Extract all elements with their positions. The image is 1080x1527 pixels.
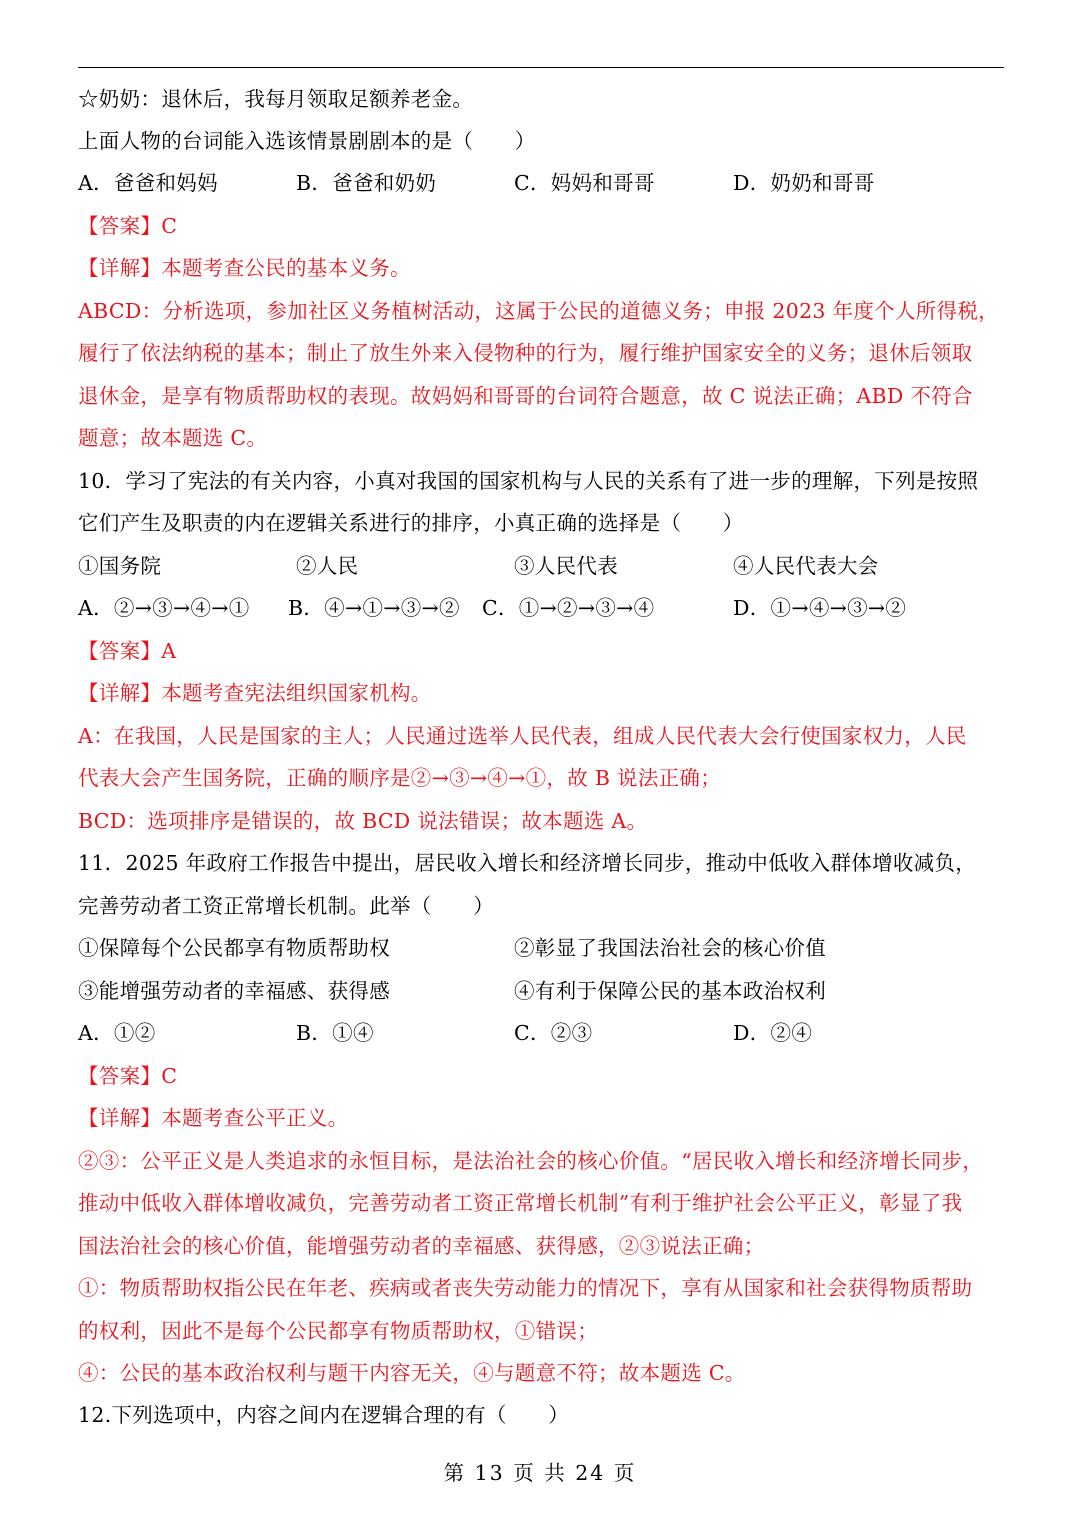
q11-answer [78, 1061, 1008, 1091]
q11-item-3: ③能增强劳动者的幸福感、获得感 [78, 979, 390, 1003]
q11-analysis-line: ①：物质帮助权指公民在年老、疾病或者丧失劳动能力的情况下，享有从国家和社会获得物质帮助 [78, 1276, 973, 1300]
q10-answer [78, 636, 1008, 666]
detail-text: 本题考查宪法组织国家机构。 [161, 681, 432, 705]
answer-value: C [161, 1064, 178, 1088]
q11-option-b: B．①④ [296, 1021, 374, 1045]
detail-tag: 【详解】 [78, 1106, 162, 1130]
q11-analysis-line: ④：公民的基本政治权利与题干内容无关，④与题意不符；故本题选 C。 [78, 1361, 746, 1385]
q10-item-2: ②人民 [296, 554, 359, 578]
q10-option-b: B．④→①→③→② [288, 596, 460, 620]
q10-analysis-line: 代表大会产生国务院，正确的顺序是②→③→④→①，故 B 说法正确； [78, 766, 722, 790]
page-footer: 第 13 页 共 24 页 [443, 1461, 637, 1485]
q10-analysis-line: BCD：选项排序是错误的，故 BCD 说法错误；故本题选 A。 [78, 809, 648, 833]
answer-tag: 【答案】 [78, 1064, 162, 1088]
q11-analysis-line: 推动中低收入群体增收减负，完善劳动者工资正常增长机制”有利于维护社会公平正义，彰显了我 [78, 1191, 963, 1215]
q9-lead-line: ☆奶奶：退休后，我每月领取足额养老金。 [78, 87, 474, 111]
q9-detail [78, 253, 1008, 283]
q9-option-d: D．奶奶和哥哥 [733, 171, 875, 195]
q10-option-c: C．①→②→③→④ [482, 596, 655, 620]
q11-option-d: D．②④ [733, 1021, 813, 1045]
detail-text: 本题考查公民的基本义务。 [161, 256, 411, 280]
answer-tag: 【答案】 [78, 639, 162, 663]
q11-detail [78, 1103, 1008, 1133]
q10-option-a: A．②→③→④→① [78, 596, 250, 620]
q9-analysis-line: 题意；故本题选 C。 [78, 426, 268, 450]
q11-item-2: ②彰显了我国法治社会的核心价值 [514, 936, 826, 960]
answer-value: C [161, 214, 178, 238]
q11-stem-line: 11．2025 年政府工作报告中提出，居民收入增长和经济增长同步，推动中低收入群体增收减负， [78, 851, 977, 875]
q9-stem: 上面人物的台词能入选该情景剧剧本的是（ ） [78, 129, 536, 153]
q11-analysis-line: 国法治社会的核心价值，能增强劳动者的幸福感、获得感，②③说法正确； [78, 1234, 765, 1258]
q10-item-4: ④人民代表大会 [733, 554, 879, 578]
q9-answer [78, 211, 1008, 241]
q11-analysis-line: 的权利，因此不是每个公民都享有物质帮助权，①错误； [78, 1319, 598, 1343]
q10-stem-line: 它们产生及职责的内在逻辑关系进行的排序，小真正确的选择是（ ） [78, 511, 744, 535]
q10-detail [78, 678, 1008, 708]
q11-stem-line: 完善劳动者工资正常增长机制。此举（ ） [78, 894, 494, 918]
q10-option-d: D．①→④→③→② [733, 596, 907, 620]
q11-analysis-line: ②③：公平正义是人类追求的永恒目标，是法治社会的核心价值。“居民收入增长和经济增长同步， [78, 1149, 984, 1173]
q9-option-a: A．爸爸和妈妈 [78, 171, 218, 195]
q9-analysis-line: ABCD：分析选项，参加社区义务植树活动，这属于公民的道德义务；申报 2023 年度个人所得税， [78, 299, 999, 323]
answer-tag: 【答案】 [78, 214, 162, 238]
q11-item-1: ①保障每个公民都享有物质帮助权 [78, 936, 390, 960]
q11-item-4: ④有利于保障公民的基本政治权利 [514, 979, 826, 1003]
q10-item-1: ①国务院 [78, 554, 162, 578]
q11-option-c: C．②③ [514, 1021, 593, 1045]
answer-value: A [161, 639, 177, 663]
q11-option-a: A．①② [78, 1021, 156, 1045]
q12-stem: 12.下列选项中，内容之间内在逻辑合理的有（ ） [78, 1403, 570, 1427]
header-rule [78, 67, 1004, 68]
detail-tag: 【详解】 [78, 681, 162, 705]
q9-analysis-line: 履行了依法纳税的基本；制止了放生外来入侵物种的行为，履行维护国家安全的义务；退休后领取 [78, 341, 973, 365]
q10-stem-line: 10．学习了宪法的有关内容，小真对我国的国家机构与人民的关系有了进一步的理解，下列是按照 [78, 469, 979, 493]
detail-tag: 【详解】 [78, 256, 162, 280]
q9-option-b: B．爸爸和奶奶 [296, 171, 437, 195]
q10-item-3: ③人民代表 [514, 554, 618, 578]
q10-analysis-line: A：在我国，人民是国家的主人；人民通过选举人民代表，组成人民代表大会行使国家权力，人民 [78, 724, 967, 748]
q9-analysis-line: 退休金，是享有物质帮助权的表现。故妈妈和哥哥的台词符合题意，故 C 说法正确；ABD 不符合 [78, 384, 973, 408]
q9-option-c: C．妈妈和哥哥 [514, 171, 655, 195]
detail-text: 本题考查公平正义。 [161, 1106, 349, 1130]
